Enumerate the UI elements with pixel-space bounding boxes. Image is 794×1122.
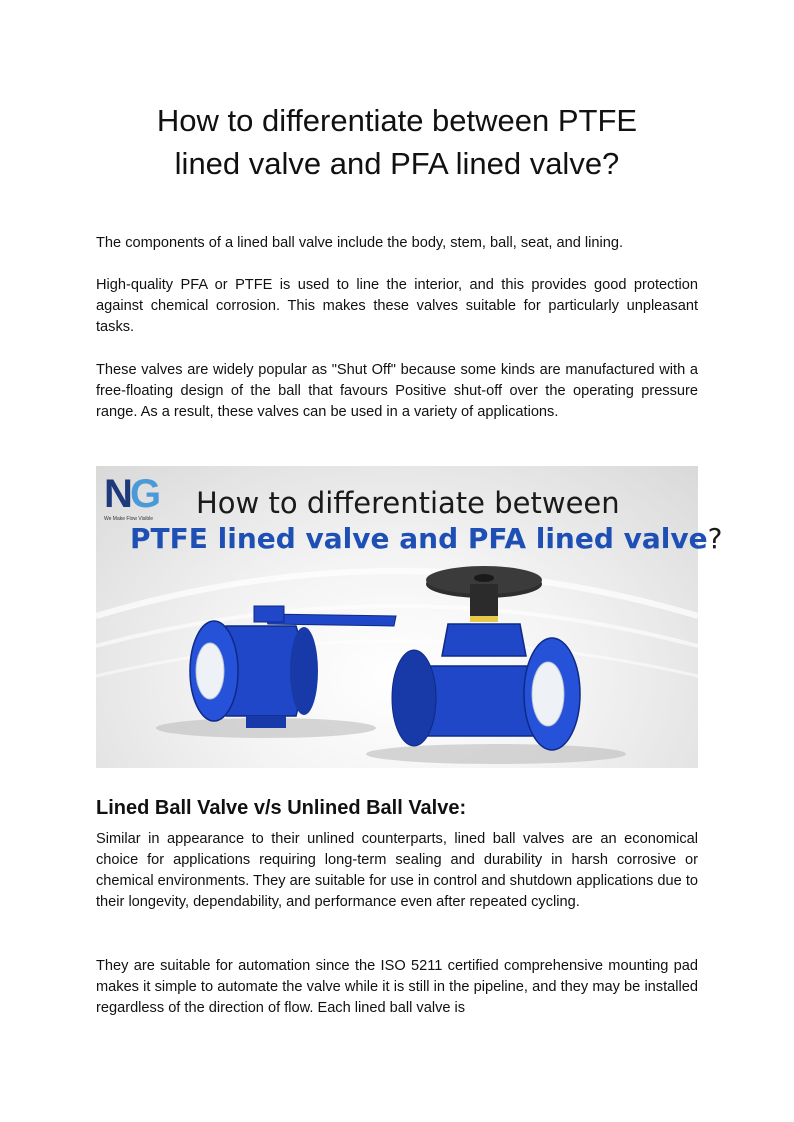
logo-letter-n: N bbox=[104, 472, 133, 516]
banner-heading-line2 bbox=[130, 522, 723, 555]
page-title-line2: lined valve and PFA lined valve? bbox=[174, 146, 620, 181]
logo-letter-g: G bbox=[130, 472, 162, 516]
page-title bbox=[96, 99, 698, 185]
lining-paragraph: High-quality PFA or PTFE is used to line the interior, and this provides good protection against chemical corrosion. This makes these valves suitable for particularly unpleasant tasks. bbox=[96, 277, 698, 335]
banner-heading-highlight: PTFE lined valve and PFA lined valve bbox=[130, 522, 708, 555]
valve-banner-image bbox=[96, 466, 723, 768]
ball-valve-icon bbox=[190, 606, 396, 728]
shutoff-paragraph: These valves are widely popular as "Shut Off" because some kinds are manufactured with a free-floating design of the ball that favours Positive shut-off over the operating pressure range. As a result, these valves can be used in a variety of applications. bbox=[96, 362, 698, 420]
section-heading: Lined Ball Valve v/s Unlined Ball Valve: bbox=[96, 797, 467, 819]
logo-tagline: We Make Flow Visible bbox=[104, 516, 153, 522]
banner-heading-line1: How to differentiate between bbox=[196, 486, 620, 520]
automation-paragraph: They are suitable for automation since the ISO 5211 certified comprehensive mounting pad makes it simple to automate the valve while it is still in the pipeline, and they may be installed regardless of the direction of flow. Each lined ball valve is bbox=[96, 958, 698, 1016]
comparison-paragraph: Similar in appearance to their unlined counterparts, lined ball valves are an economical choice for applications requiring long-term sealing and durability in harsh corrosive or chemical environments. They are suitable for use in control and shutdown applications due to their longevity, dependability, and performance even after repeated cycling. bbox=[96, 831, 698, 910]
diaphragm-valve-icon bbox=[392, 566, 580, 750]
page-title-line1: How to differentiate between PTFE bbox=[156, 103, 638, 138]
intro-paragraph: The components of a lined ball valve include the body, stem, ball, seat, and lining. bbox=[96, 235, 624, 251]
banner-heading-question-mark: ? bbox=[707, 522, 723, 555]
ng-logo bbox=[104, 472, 166, 522]
